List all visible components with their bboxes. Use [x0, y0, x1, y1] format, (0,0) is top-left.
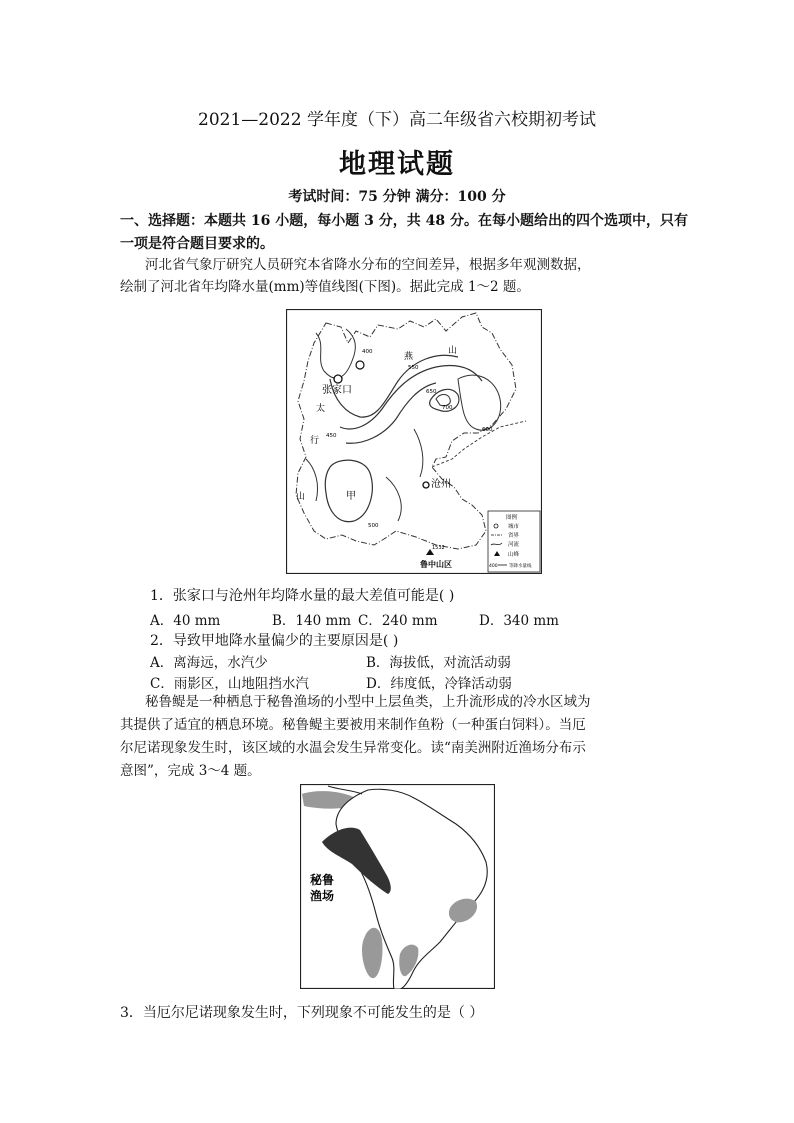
cangzhou-city-icon	[423, 482, 429, 488]
label-shan2: 山	[296, 492, 306, 502]
q1-option-a: A．40 mm	[150, 613, 221, 629]
exam-title: 2021—2022 学年度（下）高二年级省六校期初考试	[198, 110, 596, 130]
q3-stem: 3．当厄尔尼诺现象发生时，下列现象不可能发生的是（ ）	[120, 1005, 484, 1021]
label-shan: 山	[448, 346, 458, 356]
legend-title: 图例	[506, 515, 518, 521]
exam-info: 考试时间：75 分钟 满分：100 分	[288, 189, 506, 205]
label-jia: 甲	[346, 491, 356, 502]
label-mountain-area: 鲁中山区	[420, 560, 452, 569]
label-tai: 太	[316, 404, 326, 414]
subject-title: 地理试题	[339, 149, 455, 180]
q1-stem: 1．张家口与沧州年均降水量的最大差值可能是( )	[150, 588, 455, 604]
passage1-line2: 绘制了河北省年均降水量(mm)等值线图(下图)。据此完成 1～2 题。	[120, 279, 530, 295]
iso-label-400: 400	[362, 349, 373, 355]
passage2-line2: 其提供了适宜的栖息环境。秘鲁鳀主要被用来制作鱼粉（一种蛋白饲料）。当厄	[120, 717, 586, 733]
legend-city-icon	[494, 524, 498, 528]
passage2-line1: 秘鲁鳀是一种栖息于秘鲁渔场的小型中上层鱼类，上升流形成的冷水区域为	[145, 694, 591, 710]
q1-option-c: C．240 mm	[358, 613, 438, 629]
iso-label-700: 700	[442, 405, 453, 411]
q2-option-d: D．纬度低，冷锋活动弱	[366, 676, 512, 692]
hebei-map-svg	[286, 309, 542, 574]
q2-stem: 2．导致甲地降水量偏少的主要原因是( )	[150, 633, 399, 649]
q2-option-a: A．离海远，水汽少	[150, 655, 268, 671]
section-instructions-line1: 一、选择题：本题共 16 小题，每小题 3 分，共 48 分。在每小题给出的四个选项中，只有	[120, 213, 688, 229]
iso-label-600: 600	[482, 427, 493, 433]
peak-value: 1532	[432, 545, 445, 551]
section-instructions-line2: 一项是符合题目要求的。	[120, 236, 274, 252]
hebei-precipitation-map	[286, 309, 542, 574]
label-cangzhou: 沧州	[431, 479, 451, 490]
legend-item-border: 省界	[508, 533, 520, 539]
legend-iso-sample: 400	[489, 564, 498, 569]
q2-option-c: C．雨影区，山地阻挡水汽	[150, 676, 309, 692]
iso-label-550: 550	[408, 365, 419, 371]
label-peru: 秘鲁	[310, 873, 335, 887]
legend-item-peak: 山峰	[508, 552, 520, 558]
iso-label-650: 650	[426, 389, 437, 395]
label-yan: 燕	[404, 352, 414, 362]
legend-item-river: 河流	[508, 542, 520, 548]
zhangjiakou-city-icon	[334, 375, 342, 383]
legend-item-isoline: 等降水量线	[509, 564, 532, 569]
iso-label-450: 450	[326, 433, 337, 439]
passage2-line4: 意图”，完成 3～4 题。	[120, 763, 261, 779]
q1-option-d: D．340 mm	[479, 613, 559, 629]
label-zhangjiakou: 张家口	[322, 385, 352, 396]
label-fishery: 渔场	[310, 889, 335, 903]
passage2-line3: 尔尼诺现象发生时，该区域的水温会发生异常变化。读“南美洲附近渔场分布示	[120, 740, 586, 756]
q1-option-b: B．140 mm	[272, 613, 352, 629]
south-america-map-svg	[300, 784, 495, 989]
passage1-line1: 河北省气象厅研究人员研究本省降水分布的空间差异，根据多年观测数据，	[145, 257, 591, 273]
label-hang: 行	[310, 436, 320, 446]
south-america-fishery-map	[300, 784, 495, 989]
iso-label-500: 500	[368, 523, 379, 529]
q2-option-b: B．海拔低，对流活动弱	[366, 655, 511, 671]
map-legend	[488, 511, 540, 572]
legend-item-city: 城市	[508, 524, 520, 530]
